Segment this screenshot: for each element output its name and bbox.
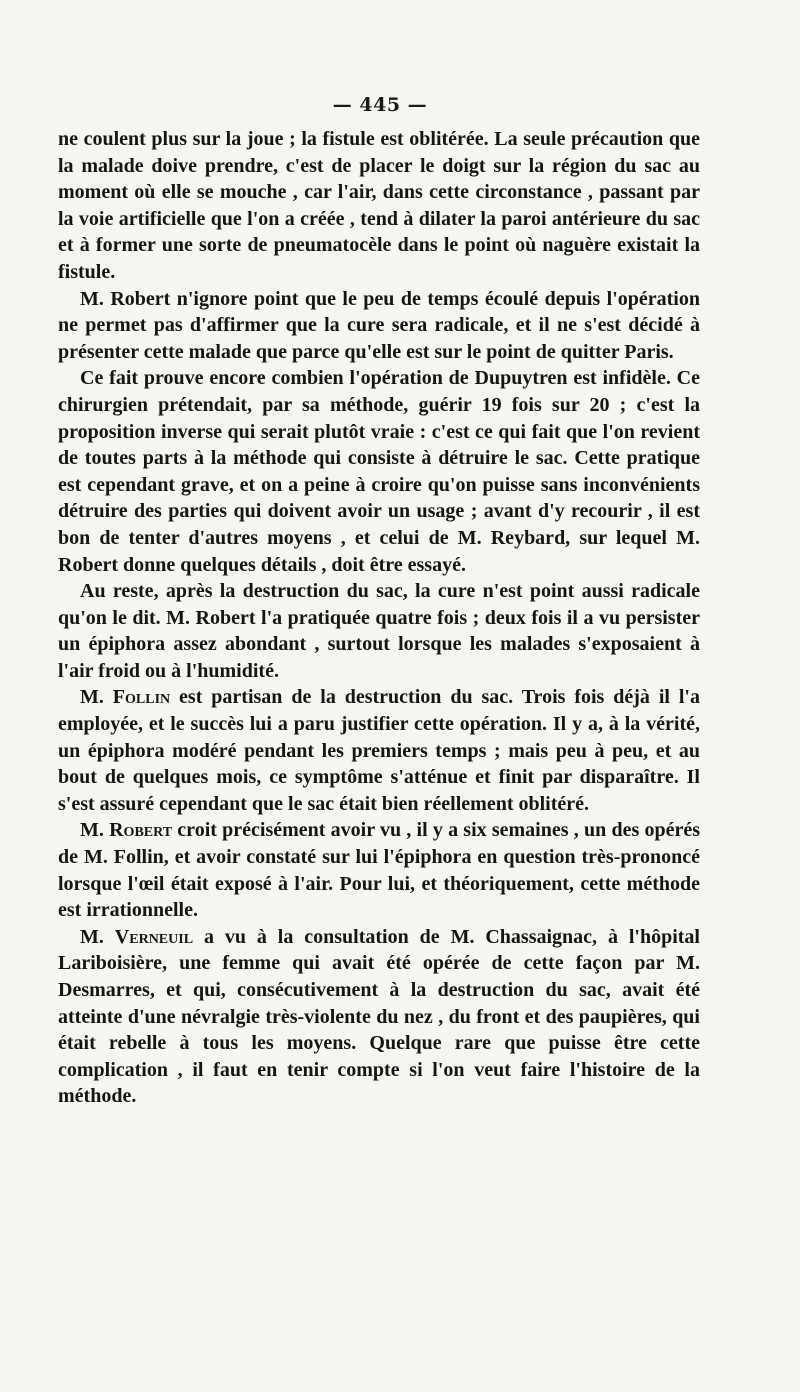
- paragraph-verneuil: [58, 924, 700, 1110]
- paragraph-destruction-results: Au reste, après la destruction du sac, la cure n'est point aussi radicale qu'on le dit. M. Robert l'a pratiquée quatre fois ; deux fois il a vu persister un épiphora assez abondant , surtout lorsque les malades s'exposaient à l'air froid ou à l'humidité.: [58, 580, 700, 682]
- speaker-name-follin: Follin: [112, 686, 171, 709]
- speaker-prefix: M.: [80, 819, 110, 842]
- speaker-prefix: M.: [80, 925, 115, 948]
- paragraph-robert-text: croit précisément avoir vu , il y a six semaines , un des opérés de M. Follin, et avoir constaté sur lui l'épiphora en question très-prononcé lorsque l'œil était exposé à l'air. Pour lui, et théoriquement, cette méthode est irrationnelle.: [58, 819, 700, 922]
- document-body: [58, 126, 700, 1110]
- paragraph-verneuil-text: a vu à la consultation de M. Chassaignac, à l'hôpital Lariboisière, une femme qui avait été opérée de cette façon par M. Desmarres, et qui, consécutivement à la destruction du sac, avait été atteinte d'une névralgie très-violente du nez , du front et des paupières, qui était rebelle à tous les moyens. Quelque rare que puisse être cette complication , il faut en tenir compte si l'on veut faire l'histoire de la méthode.: [58, 925, 700, 1108]
- paragraph-robert-response: [58, 817, 700, 923]
- paragraph-robert-observation: M. Robert n'ignore point que le peu de temps écoulé depuis l'opération ne permet pas d'affirmer que la cure sera radicale, et il ne s'est décidé à présenter cette malade que parce qu'elle est sur le point de quitter Paris.: [58, 287, 700, 363]
- speaker-name-verneuil: Verneuil: [114, 925, 194, 948]
- speaker-name-robert: Robert: [109, 819, 173, 842]
- paragraph-follin-text: est partisan de la destruction du sac. Trois fois déjà il l'a employée, et le succès lui a paru justifier cette opération. Il y a, à la vérité, un épiphora modéré pendant les premiers temps ; mais peu à peu, et au bout de quelques mois, ce symptôme s'atténue et finit par disparaître. Il s'est assuré cependant que le sac était bien réellement oblitéré.: [58, 686, 700, 815]
- paragraph-dupuytren: Ce fait prouve encore combien l'opération de Dupuytren est infidèle. Ce chirurgien prétendait, par sa méthode, guérir 19 fois sur 20 ; c'est la proposition inverse qui serait plutôt vraie : c'est ce qui fait que l'on revient de toutes parts à la méthode qui consiste à détruire le sac. Cette pratique est cependant grave, et on a peine à croire qu'on puisse sans inconvénients détruire des parties qui doivent avoir un usage ; avant d'y recourir , il est bon de tenter d'autres moyens , et celui de M. Reybard, sur lequel M. Robert donne quelques détails , doit être essayé.: [58, 367, 700, 576]
- paragraph-continuation: ne coulent plus sur la joue ; la fistule est oblitérée. La seule précaution que la malade doive prendre, c'est de placer le doigt sur la région du sac au moment où elle se mouche , car l'air, dans cette circonstance , passant par la voie artificielle que l'on a créée , tend à dilater la paroi antérieure du sac et à former une sorte de pneumatocèle dans le point où naguère existait la fistule.: [58, 128, 700, 283]
- speaker-prefix: M.: [80, 686, 113, 709]
- page-number: — 445 —: [332, 94, 428, 116]
- paragraph-follin: [58, 684, 700, 817]
